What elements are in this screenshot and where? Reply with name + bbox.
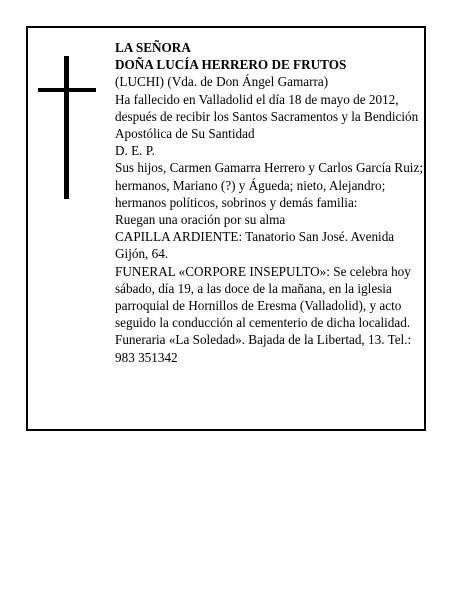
dep-text: D. E. P. [115, 143, 155, 159]
notice-body [115, 39, 425, 366]
funeral-home-info: Funeraria «La Soledad». Bajada de la Libertad, 13. Tel.: 983 351342 [115, 332, 412, 365]
chapel-info: CAPILLA ARDIENTE: Tanatorio San José. Avenida Gijón, 64. [115, 229, 395, 262]
cross-icon [38, 56, 96, 199]
death-notice: Ha fallecido en Valladolid el día 18 de mayo de 2012, después de recibir los Santos Sacramentos y la Bendición Apostólica de Su Santidad [115, 91, 419, 142]
notice-heading: LA SEÑORA [115, 40, 191, 55]
obituary-notice [26, 26, 426, 431]
funeral-info: FUNERAL «CORPORE INSEPULTO»: Se celebra hoy sábado, día 19, a las doce de la mañana, en la iglesia parroquial de Hornillos de Eresma (Valladolid), y acto seguido la conducción al cementerio de dicha localidad. [115, 263, 411, 331]
deceased-alias: (LUCHI) (Vda. de Don Ángel Gamarra) [115, 74, 329, 90]
family-list: Sus hijos, Carmen Gamarra Herrero y Carlos García Ruiz; hermanos, Mariano (?) y Águeda; nieto, Alejandro; hermanos políticos, sobrinos y demás familia: [115, 160, 423, 210]
cross-vertical-bar [64, 56, 69, 199]
cross-horizontal-bar [38, 88, 96, 92]
prayer-request: Ruegan una oración por su alma [115, 212, 286, 228]
deceased-name: DOÑA LUCÍA HERRERO DE FRUTOS [115, 57, 347, 73]
